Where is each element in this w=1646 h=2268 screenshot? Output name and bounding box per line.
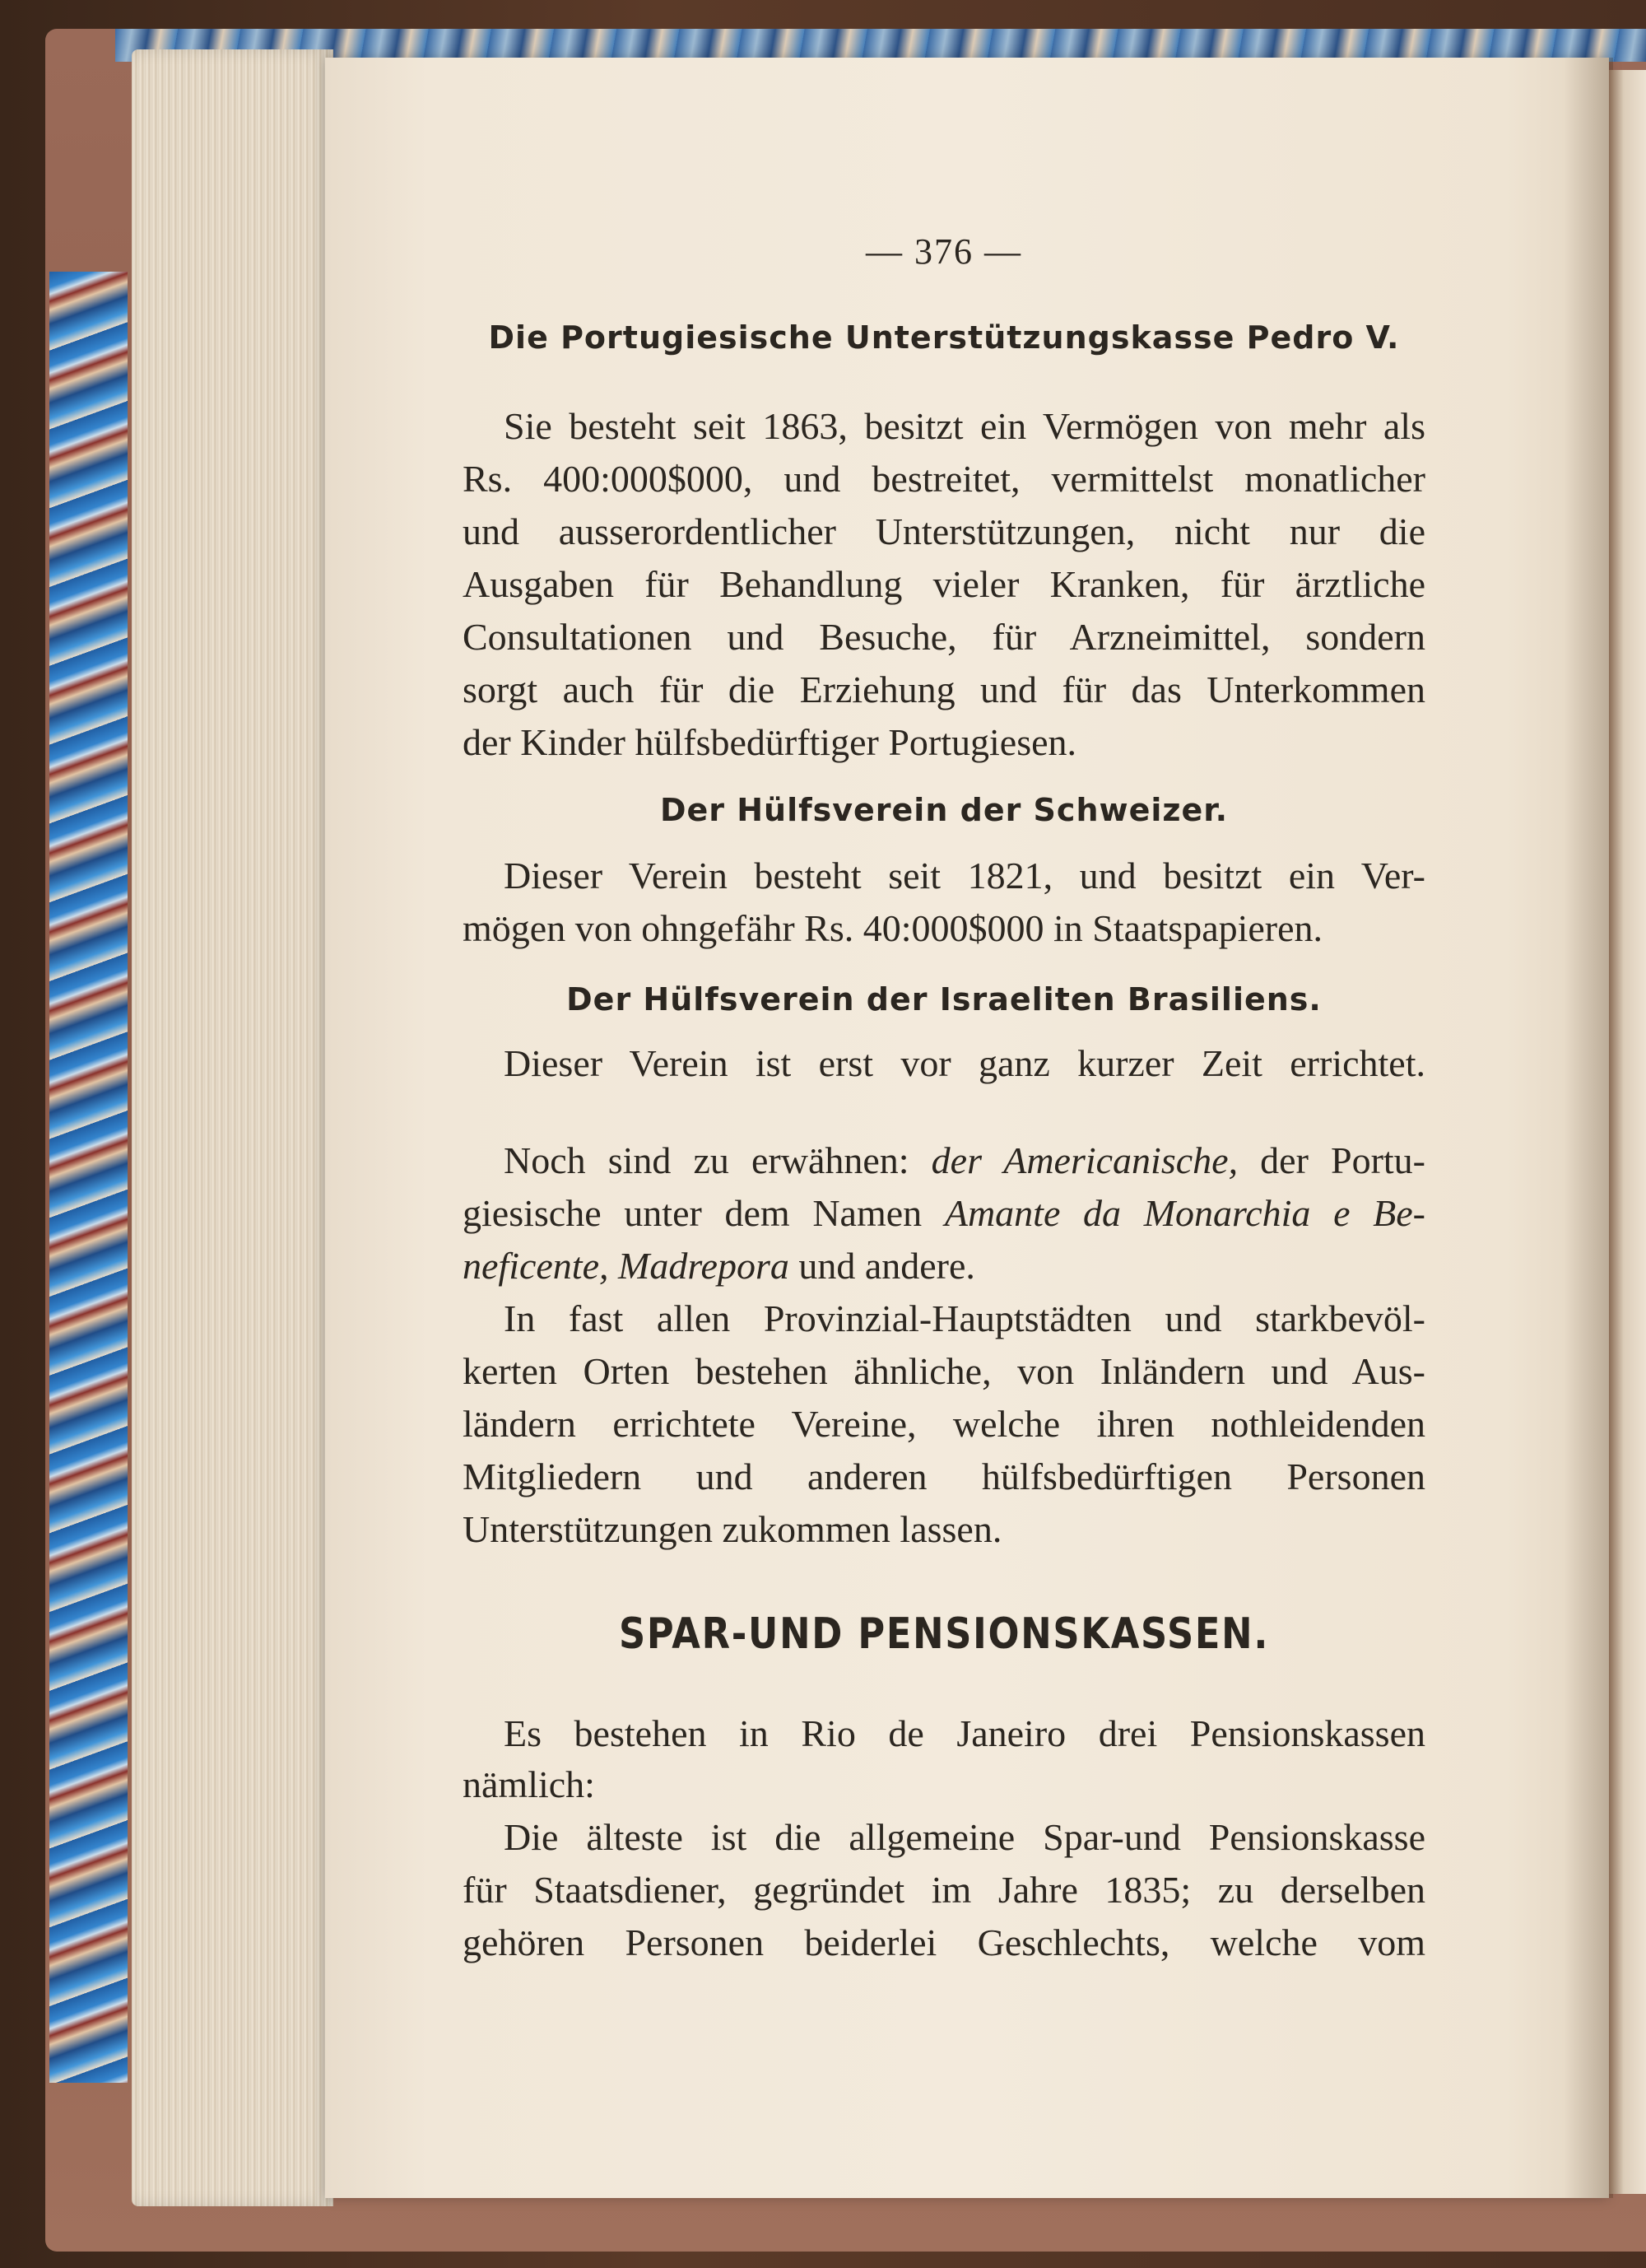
para-1-line-5: Consultationen und Besuche, für Arzneimittel, sondern	[463, 616, 1425, 658]
section-heading-pensionskassen: SPAR-UND PENSIONSKASSEN.	[618, 1609, 1270, 1659]
para-5-line-5: Unterstützungen zukommen lassen.	[463, 1508, 1002, 1550]
heading-israeliten: Der Hülfsverein der Israeliten Brasiliens.	[566, 981, 1322, 1018]
para-1-line-2: Rs. 400:000$000, und bestreitet, vermittelst monatlicher	[463, 458, 1425, 500]
para-5-line-3: ländern errichtete Vereine, welche ihren nothleidenden	[463, 1403, 1425, 1445]
para-5-line-4: Mitgliedern und anderen hülfsbedürftigen Personen	[463, 1455, 1425, 1497]
para-5-line-2: kerten Orten bestehen ähnliche, von Inländern und Aus-	[463, 1350, 1425, 1392]
para-1-line-7: der Kinder hülfsbedürftiger Portugiesen.	[463, 721, 1077, 763]
para-4-line-1: Noch sind zu erwähnen: der Americanische, der Portu-	[504, 1139, 1425, 1181]
para-7-line-3: gehören Personen beiderlei Geschlechts, welche vom	[463, 1921, 1425, 1963]
para-1-line-3: und ausserordentlicher Unterstützungen, nicht nur die	[463, 510, 1425, 552]
heading-schweizer: Der Hülfsverein der Schweizer.	[659, 792, 1229, 828]
para-7-line-1: Die älteste ist die allgemeine Spar-und Pensionskasse	[504, 1816, 1425, 1858]
para-7-line-2: für Staatsdiener, gegründet im Jahre 1835; zu derselben	[463, 1869, 1425, 1911]
para-1-line-4: Ausgaben für Behandlung vieler Kranken, für ärztliche	[463, 563, 1425, 605]
para-6-line-1: Es bestehen in Rio de Janeiro drei Pensionskassen	[504, 1712, 1425, 1754]
para-3-line-1: Dieser Verein ist erst vor ganz kurzer Zeit errichtet.	[504, 1042, 1425, 1084]
page-number: — 376 —	[866, 231, 1022, 272]
para-4-line-3: neficente, Madrepora und andere.	[463, 1245, 975, 1287]
para-1-line-1: Sie besteht seit 1863, besitzt ein Vermögen von mehr als	[504, 405, 1425, 447]
para-5-line-1: In fast allen Provinzial-Hauptstädten und starkbevöl-	[504, 1297, 1425, 1339]
para-4-line-2: giesische unter dem Namen Amante da Monarchia e Be-	[463, 1192, 1425, 1234]
para-2-line-1: Dieser Verein besteht seit 1821, und besitzt ein Ver-	[504, 855, 1425, 896]
para-1-line-6: sorgt auch für die Erziehung und für das Unterkommen	[463, 668, 1425, 710]
para-6-line-2: nämlich:	[463, 1763, 595, 1805]
heading-pedro-v: Die Portugiesische Unterstützungskasse Pedro V.	[488, 319, 1400, 356]
para-2-line-2: mögen von ohngefähr Rs. 40:000$000 in Staatspapieren.	[463, 907, 1323, 949]
